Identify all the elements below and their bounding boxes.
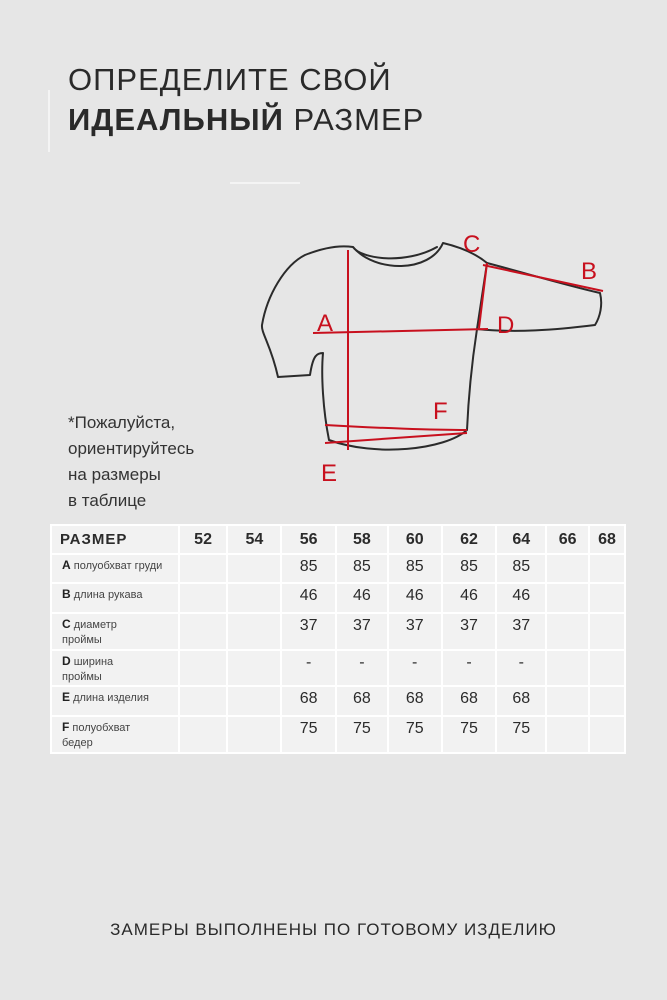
table-cell (589, 650, 625, 686)
table-cell: 37 (496, 613, 546, 650)
size-header: 62 (442, 525, 497, 554)
size-header: 56 (281, 525, 336, 554)
decorative-line-horizontal (230, 182, 300, 184)
table-row (51, 716, 625, 753)
size-table (50, 524, 626, 754)
table-cell: 68 (496, 686, 546, 716)
table-cell (227, 554, 281, 583)
title-line-2-rest: РАЗМЕР (293, 102, 425, 137)
table-cell (179, 650, 228, 686)
table-row (51, 554, 625, 583)
table-cell (227, 613, 281, 650)
table-cell: 46 (281, 583, 336, 613)
size-header: 64 (496, 525, 546, 554)
row-label: A полуобхват груди (51, 554, 179, 583)
page-title (68, 60, 424, 140)
title-line-2-bold: ИДЕАЛЬНЫЙ (68, 102, 284, 137)
label-a: A (317, 310, 334, 337)
table-cell: 85 (281, 554, 336, 583)
note-line-4: в таблице (68, 491, 147, 510)
table-cell: 68 (281, 686, 336, 716)
table-cell (546, 554, 589, 583)
row-letter: C (62, 617, 71, 631)
table-cell (227, 583, 281, 613)
row-label: B длина рукава (51, 583, 179, 613)
table-cell: - (496, 650, 546, 686)
size-header: 68 (589, 525, 625, 554)
size-header: 60 (388, 525, 442, 554)
row-label: E длина изделия (51, 686, 179, 716)
title-line-1: ОПРЕДЕЛИТЕ СВОЙ (68, 62, 392, 97)
row-label: D ширина проймы (51, 650, 179, 686)
table-row (51, 613, 625, 650)
label-b: B (581, 258, 598, 285)
table-cell (589, 613, 625, 650)
table-cell: 85 (442, 554, 497, 583)
table-cell: 46 (496, 583, 546, 613)
table-cell: 75 (496, 716, 546, 753)
row-letter: E (62, 690, 71, 704)
table-cell (179, 716, 228, 753)
label-e: E (321, 460, 338, 487)
table-cell: - (336, 650, 388, 686)
table-cell (546, 583, 589, 613)
table-cell (179, 554, 228, 583)
table-cell: 75 (442, 716, 497, 753)
table-cell (179, 686, 228, 716)
table-cell: 37 (336, 613, 388, 650)
note-line-1: *Пожалуйста, (68, 413, 176, 432)
table-cell: 37 (442, 613, 497, 650)
table-cell (546, 613, 589, 650)
table-cell (589, 716, 625, 753)
table-cell (546, 686, 589, 716)
table-cell: 75 (388, 716, 442, 753)
table-cell (589, 554, 625, 583)
table-cell: 68 (388, 686, 442, 716)
row-letter: B (62, 587, 71, 601)
table-cell (589, 583, 625, 613)
size-header: 58 (336, 525, 388, 554)
table-cell (227, 716, 281, 753)
row-letter: A (62, 558, 71, 572)
table-cell (227, 650, 281, 686)
size-header: 52 (179, 525, 228, 554)
garment-diagram (255, 225, 615, 500)
table-cell (589, 686, 625, 716)
label-c: C (463, 231, 481, 258)
table-cell: 46 (388, 583, 442, 613)
table-cell (227, 686, 281, 716)
row-label: F полуобхват бедер (51, 716, 179, 753)
garment-outline (262, 243, 601, 450)
table-row (51, 583, 625, 613)
table-cell: 85 (496, 554, 546, 583)
note-line-3: на размеры (68, 465, 161, 484)
size-note (68, 410, 194, 514)
table-cell: 46 (336, 583, 388, 613)
table-cell (179, 613, 228, 650)
table-cell: 68 (442, 686, 497, 716)
row-label: C диаметр проймы (51, 613, 179, 650)
table-cell: 37 (388, 613, 442, 650)
table-cell: 46 (442, 583, 497, 613)
note-line-2: ориентируйтесь (68, 439, 195, 458)
table-cell: 37 (281, 613, 336, 650)
footer-note: ЗАМЕРЫ ВЫПОЛНЕНЫ ПО ГОТОВОМУ ИЗДЕЛИЮ (110, 920, 557, 939)
table-cell: 85 (336, 554, 388, 583)
decorative-line-vertical (48, 90, 50, 152)
table-cell: 75 (281, 716, 336, 753)
table-cell: - (388, 650, 442, 686)
table-cell: 68 (336, 686, 388, 716)
row-letter: F (62, 720, 70, 734)
table-header-row (51, 525, 625, 554)
table-header-label: РАЗМЕР (51, 525, 179, 554)
label-d: D (497, 312, 515, 339)
label-f: F (433, 398, 448, 425)
table-cell (546, 650, 589, 686)
size-header: 54 (227, 525, 281, 554)
size-header: 66 (546, 525, 589, 554)
table-row (51, 686, 625, 716)
table-cell: 75 (336, 716, 388, 753)
table-cell: - (281, 650, 336, 686)
table-cell: - (442, 650, 497, 686)
table-cell (179, 583, 228, 613)
table-cell (546, 716, 589, 753)
measure-lines (313, 250, 603, 450)
table-cell: 85 (388, 554, 442, 583)
row-letter: D (62, 654, 71, 668)
table-row (51, 650, 625, 686)
